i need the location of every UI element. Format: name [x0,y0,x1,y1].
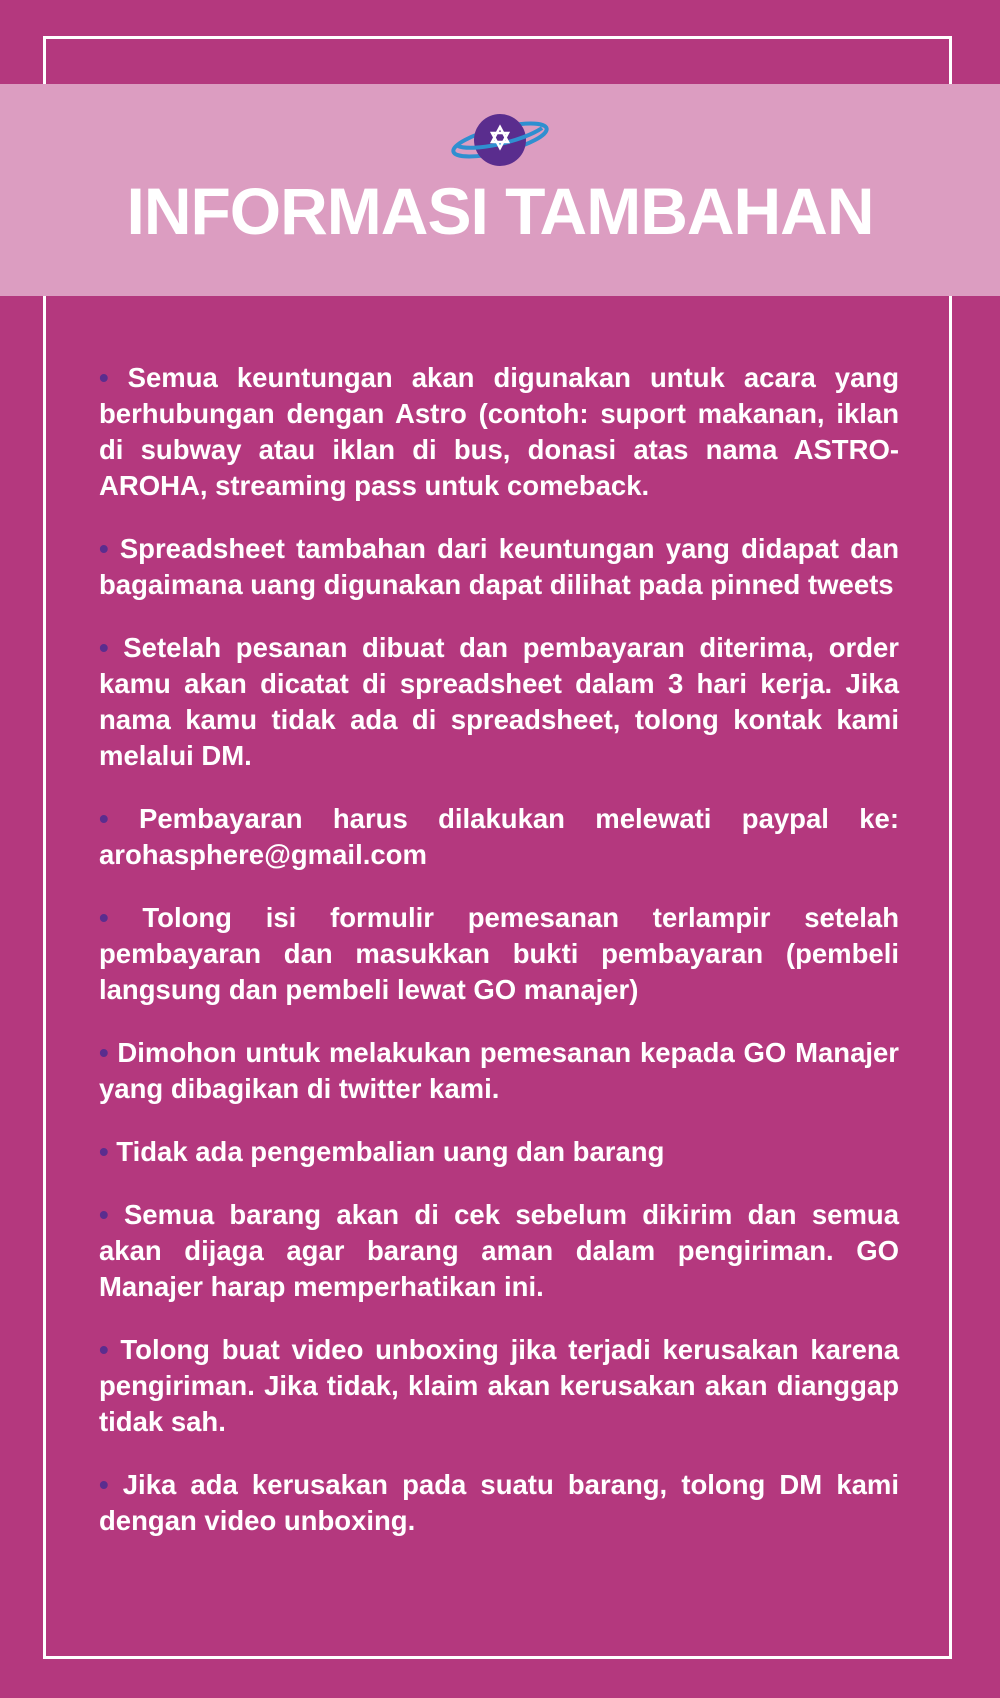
list-item-text: Tidak ada pengembalian uang dan barang [108,1136,665,1167]
list-item [99,900,899,1008]
list-item-text: Pembayaran harus dilakukan melewati paypal ke: arohasphere@gmail.com [99,803,899,870]
bullet-icon: • [99,1136,109,1167]
bullet-icon: • [99,362,109,393]
list-item-text: Semua barang akan di cek sebelum dikirim dan semua akan dijaga agar barang aman dalam pengiriman. GO Manajer harap memperhatikan ini. [99,1199,899,1302]
list-item [99,1197,899,1305]
bullet-icon: • [99,1469,109,1500]
list-item-text: Spreadsheet tambahan dari keuntungan yang didapat dan bagaimana uang digunakan dapat dilihat pada pinned tweets [99,533,899,600]
list-item [99,1134,899,1170]
bullet-icon: • [99,1334,109,1365]
bullet-icon: • [99,1037,109,1068]
astro-planet-logo-icon [450,110,550,172]
list-item-text: Setelah pesanan dibuat dan pembayaran diterima, order kamu akan dicatat di spreadsheet dalam 3 hari kerja. Jika nama kamu tidak ada di spreadsheet, tolong kontak kami melalui DM. [99,632,899,771]
list-item [99,801,899,873]
bullet-icon: • [99,902,109,933]
list-item [99,1332,899,1440]
list-item-text: Semua keuntungan akan digunakan untuk acara yang berhubungan dengan Astro (contoh: suport makanan, iklan di subway atau iklan di bus, donasi atas nama ASTRO-AROHA, streaming pass untuk comeback. [99,362,899,501]
bullet-icon: • [99,803,109,834]
list-item [99,630,899,774]
list-item [99,1035,899,1107]
list-item-text: Jika ada kerusakan pada suatu barang, tolong DM kami dengan video unboxing. [99,1469,899,1536]
page-title: INFORMASI TAMBAHAN [126,174,874,248]
list-item-text: Dimohon untuk melakukan pemesanan kepada GO Manajer yang dibagikan di twitter kami. [99,1037,899,1104]
list-item-text: Tolong buat video unboxing jika terjadi kerusakan karena pengiriman. Jika tidak, klaim akan kerusakan akan dianggap tidak sah. [99,1334,899,1437]
list-item [99,531,899,603]
bullet-icon: • [99,533,109,564]
bullet-icon: • [99,1199,109,1230]
info-list [99,360,899,1566]
bullet-icon: • [99,632,109,663]
list-item-text: Tolong isi formulir pemesanan terlampir setelah pembayaran dan masukkan bukti pembayaran (pembeli langsung dan pembeli lewat GO manajer) [99,902,899,1005]
list-item [99,1467,899,1539]
list-item [99,360,899,504]
